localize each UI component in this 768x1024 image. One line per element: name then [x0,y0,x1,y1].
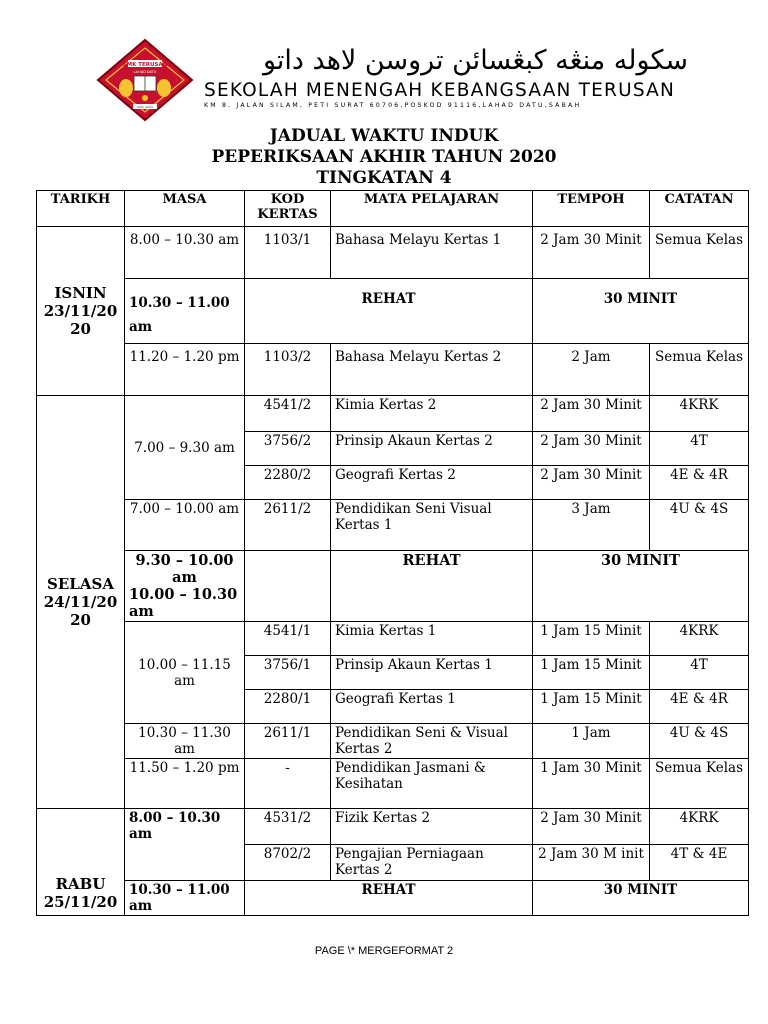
rehat-duration: 30 MINIT [533,279,749,344]
exam-timetable [36,190,749,916]
kod-cell: 4541/1 [245,622,331,656]
page-footer: PAGE \* MERGEFORMAT 2 [314,945,454,957]
table-row [37,344,749,396]
tempoh-cell: 1 Jam 15 Minit [533,656,650,690]
subject-cell: Pendidikan Seni Visual Kertas 1 [331,500,533,551]
school-name: SEKOLAH MENENGAH KEBANGSAAN TERUSAN [204,80,676,101]
table-row [37,809,749,845]
masa-cell: 10.30 – 11.00 am [125,279,245,344]
table-row [37,227,749,279]
catatan-cell: 4T & 4E [650,845,749,881]
catatan-cell: 4KRK [650,396,749,432]
tempoh-cell: 1 Jam [533,724,650,759]
kod-cell: 4531/2 [245,809,331,845]
catatan-cell: 4U & 4S [650,500,749,551]
masa-cell: 11.20 – 1.20 pm [125,344,245,396]
masa-cell: 10.00 – 11.15 am [125,622,245,724]
tempoh-cell: 1 Jam 15 Minit [533,690,650,724]
day-selasa: SELASA 24/11/20 20 [37,396,125,809]
catatan-cell: 4T [650,432,749,466]
jawi-school-name: سکوله منڠه کبڠسائن تروسن لاهد داتو [262,45,688,76]
catatan-cell: 4E & 4R [650,690,749,724]
day-isnin: ISNIN 23/11/20 20 [37,227,125,396]
kod-cell: 4541/2 [245,396,331,432]
rehat-cell: REHAT [245,279,533,344]
col-masa: MASA [125,191,245,227]
catatan-cell: Semua Kelas [650,344,749,396]
table-row [37,551,749,622]
tempoh-cell: 2 Jam [533,344,650,396]
tempoh-cell: 2 Jam 30 M init [533,845,650,881]
subject-cell: Pendidikan Seni & Visual Kertas 2 [331,724,533,759]
subject-cell: Pendidikan Jasmani & Kesihatan [331,759,533,809]
rehat-time-alt: 10.00 – 10.30 am [129,586,238,620]
kod-cell [245,551,331,622]
title-line-1: JADUAL WAKTU INDUK [269,126,499,146]
subject-cell: Kimia Kertas 1 [331,622,533,656]
catatan-cell: 4T [650,656,749,690]
masa-cell: 8.00 – 10.30 am [125,809,245,881]
col-kod-kertas: KOD KERTAS [245,191,331,227]
school-address: KM 8, JALAN SILAM, PETI SURAT 60706,POSKOD 91116,LAHAD DATU,SABAH [204,102,582,109]
masa-cell: 10.30 – 11.30 am [125,724,245,759]
table-row [37,724,749,759]
subject-cell: Geografi Kertas 2 [331,466,533,500]
col-mata-pelajaran: MATA PELAJARAN [331,191,533,227]
kod-cell: 8702/2 [245,845,331,881]
kod-cell: 1103/2 [245,344,331,396]
col-catatan: CATATAN [650,191,749,227]
title-line-3: TINGKATAN 4 [316,168,452,188]
table-row [37,759,749,809]
masa-cell: 11.50 – 1.20 pm [125,759,245,809]
table-row [37,396,749,432]
school-logo [90,38,200,122]
tempoh-cell: 1 Jam 15 Minit [533,622,650,656]
col-tarikh: TARIKH [37,191,125,227]
tempoh-cell: 2 Jam 30 Minit [533,227,650,279]
masa-cell: 7.00 – 10.00 am [125,500,245,551]
kod-cell: 3756/2 [245,432,331,466]
kod-cell: 2611/1 [245,724,331,759]
table-row [37,500,749,551]
subject-cell: Prinsip Akaun Kertas 2 [331,432,533,466]
tempoh-cell: 2 Jam 30 Minit [533,432,650,466]
catatan-cell: 4U & 4S [650,724,749,759]
catatan-cell: Semua Kelas [650,227,749,279]
catatan-cell: 4KRK [650,622,749,656]
logo-motto: ILMU AMAL [136,105,154,109]
table-row [37,279,749,344]
tempoh-cell: 2 Jam 30 Minit [533,809,650,845]
masa-cell: 7.00 – 9.30 am [125,396,245,500]
subject-cell: Bahasa Melayu Kertas 2 [331,344,533,396]
kod-cell: 1103/1 [245,227,331,279]
school-header [90,38,690,116]
logo-subtext: LAHAD DATU [133,70,157,74]
kod-cell: 2611/2 [245,500,331,551]
day-rabu: RABU 25/11/20 [37,809,125,916]
title-line-2: PEPERIKSAAN AKHIR TAHUN 2020 [211,147,557,167]
subject-cell: Pengajian Perniagaan Kertas 2 [331,845,533,881]
tempoh-cell: 3 Jam [533,500,650,551]
table-row [37,881,749,916]
table-header-row [37,191,749,227]
rehat-time: 9.30 – 10.00 am [135,552,234,586]
col-tempoh: TEMPOH [533,191,650,227]
masa-cell [125,551,245,622]
rehat-duration: 30 MINIT [533,551,749,622]
kod-cell: 2280/2 [245,466,331,500]
subject-cell: Prinsip Akaun Kertas 1 [331,656,533,690]
tempoh-cell: 1 Jam 30 Minit [533,759,650,809]
subject-cell: Kimia Kertas 2 [331,396,533,432]
subject-cell: Bahasa Melayu Kertas 1 [331,227,533,279]
subject-cell: Fizik Kertas 2 [331,809,533,845]
rehat-cell: REHAT [331,551,533,622]
masa-cell: 10.30 – 11.00 am [125,881,245,916]
catatan-cell: 4KRK [650,809,749,845]
catatan-cell: Semua Kelas [650,759,749,809]
masa-cell: 8.00 – 10.30 am [125,227,245,279]
rehat-duration: 30 MINIT [533,881,749,916]
table-row [37,622,749,656]
catatan-cell: 4E & 4R [650,466,749,500]
kod-cell: 2280/1 [245,690,331,724]
rehat-cell: REHAT [245,881,533,916]
tempoh-cell: 2 Jam 30 Minit [533,466,650,500]
tempoh-cell: 2 Jam 30 Minit [533,396,650,432]
kod-cell: 3756/1 [245,656,331,690]
kod-cell: - [245,759,331,809]
logo-text: SMK TERUSAN [122,62,168,68]
subject-cell: Geografi Kertas 1 [331,690,533,724]
